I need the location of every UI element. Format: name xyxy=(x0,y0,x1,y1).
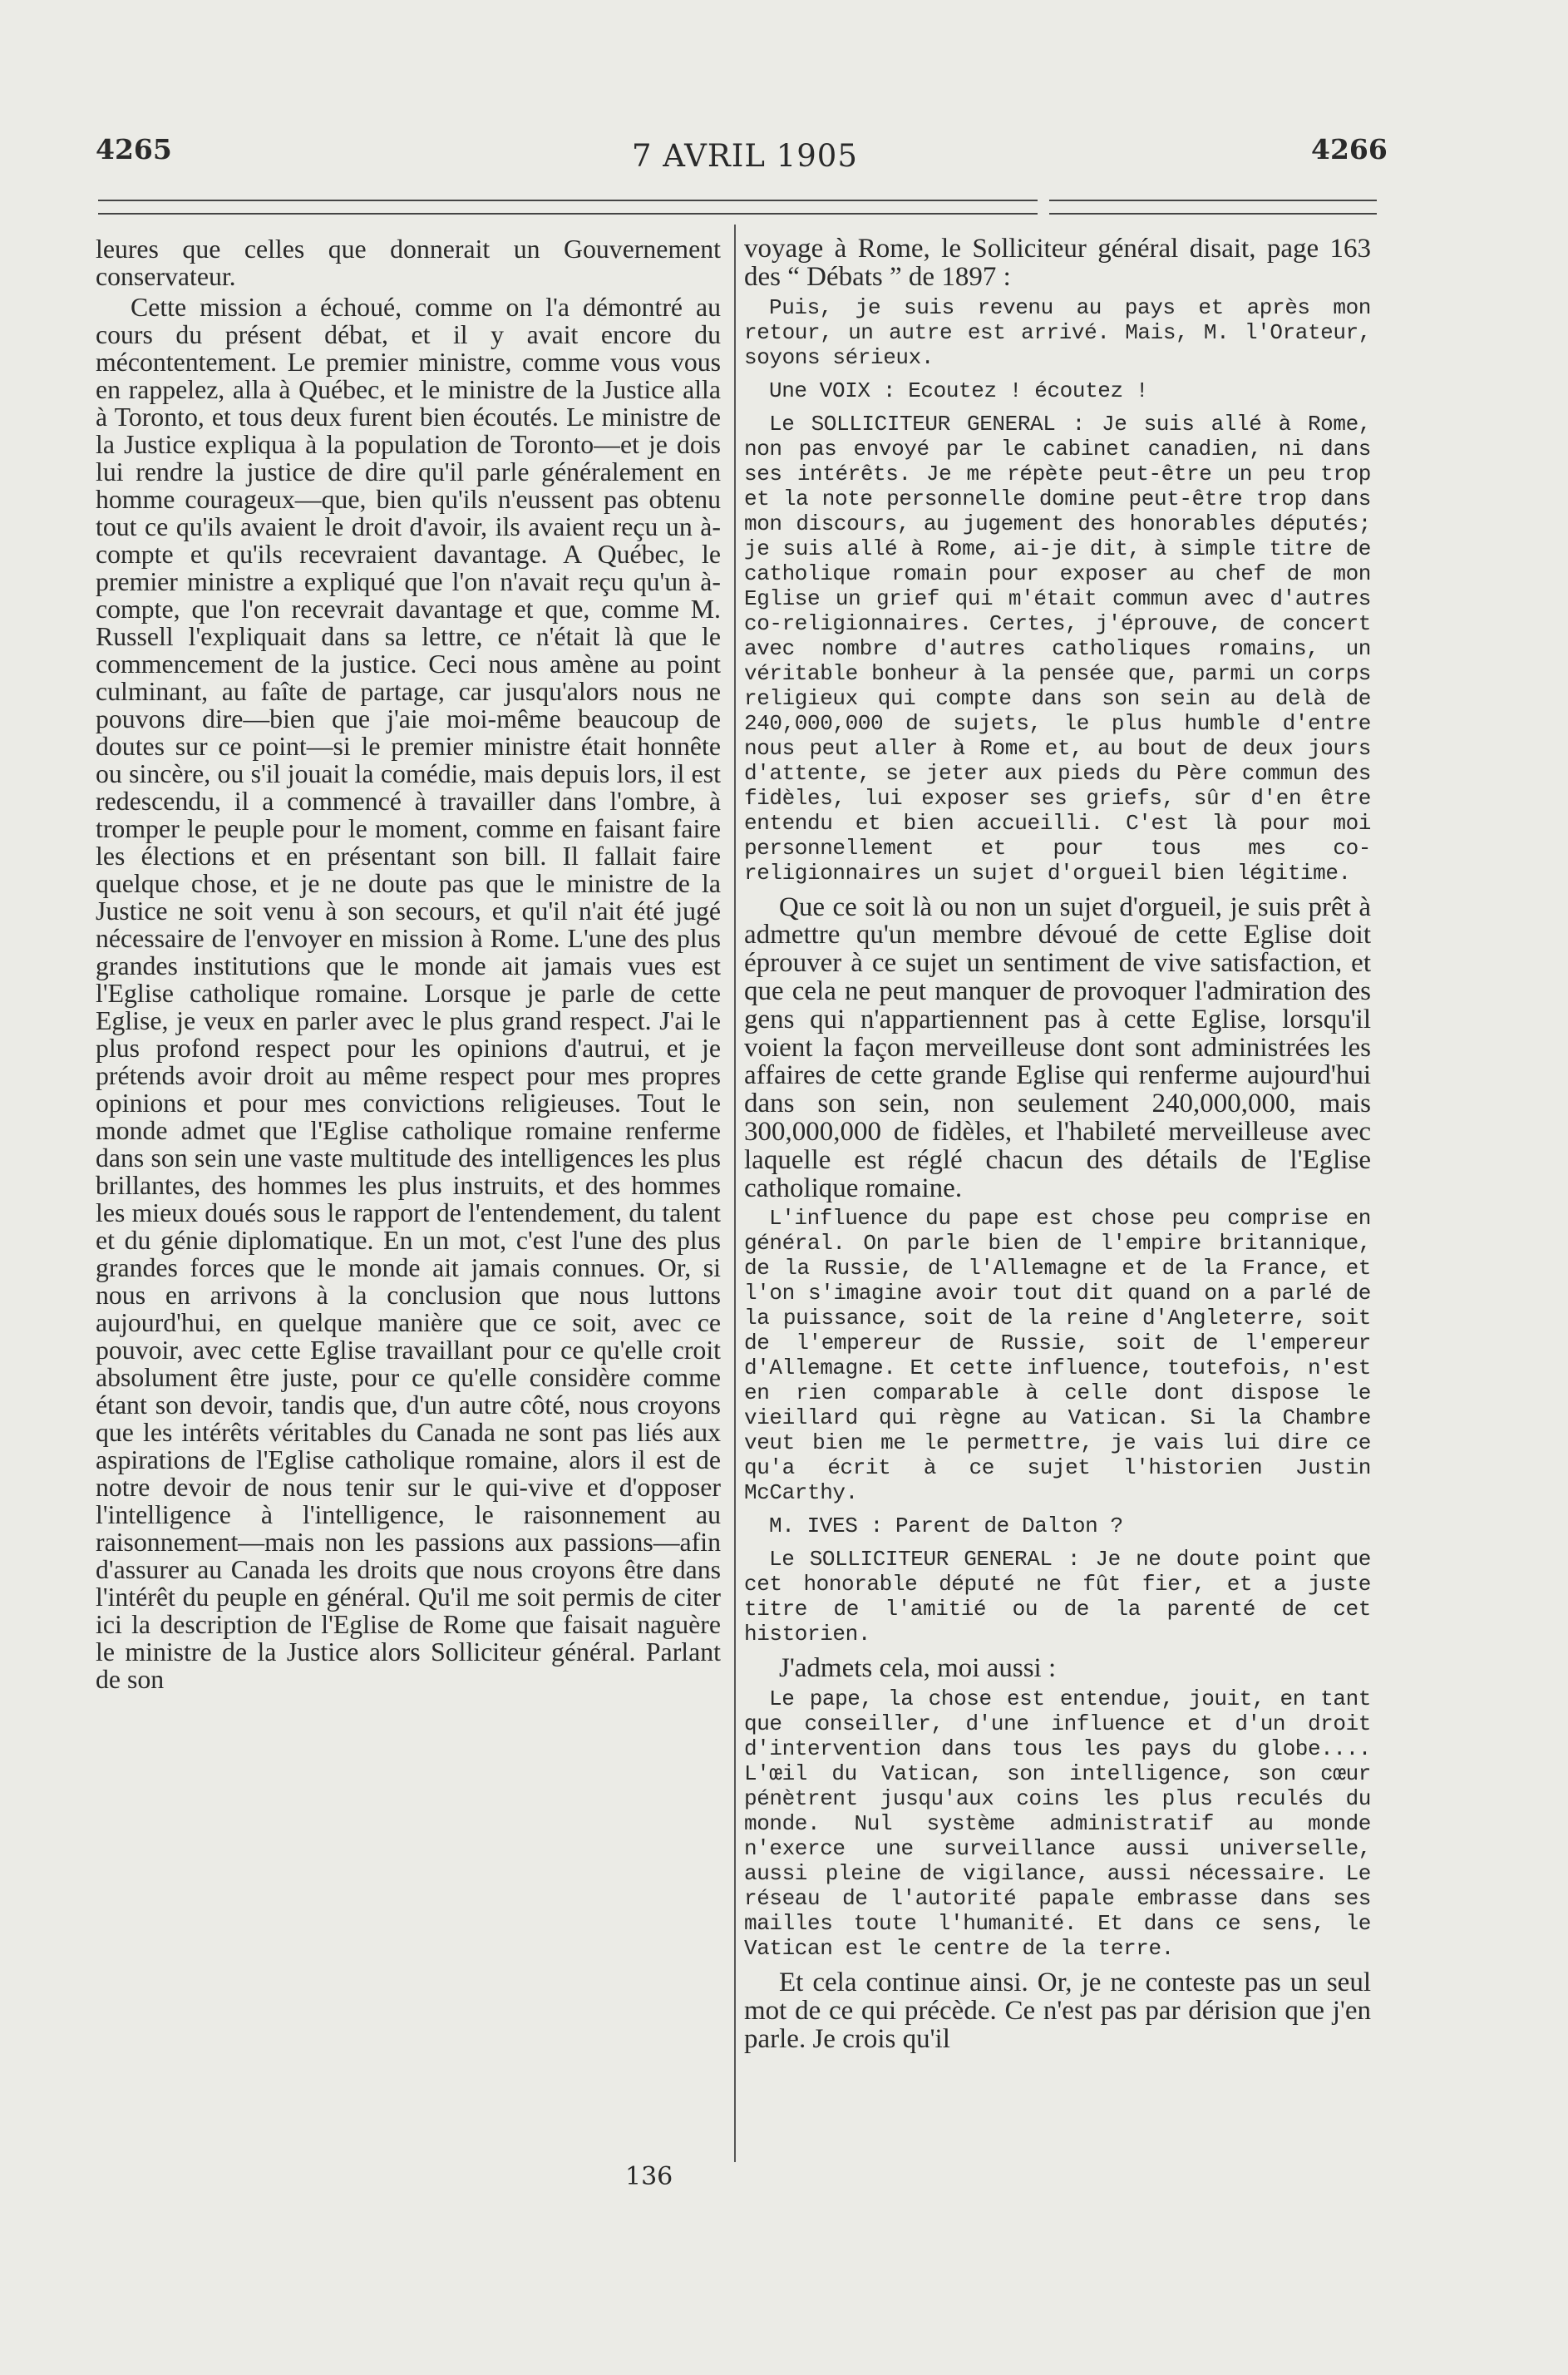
quote-solliciteur-2: Le SOLLICITEUR GENERAL : Je ne doute point que cet honorable député ne fût fier, et a juste titre de l'amitié ou de la parenté de cet historien. xyxy=(744,1547,1371,1647)
quote-influence: L'influence du pape est chose peu comprise en général. On parle bien de l'empire britannique, de la Russie, de l'Allemagne et de la France, et l'on s'imagine avoir tout dit quand on a parlé de la puissance, soit de la reine d'Angleterre, soit de l'empereur de Russie, soit de l'empereur d'Allemagne. Et cette influence, toutefois, n'est en rien comparable à celle dont dispose le vieillard qui règne au Vatican. Si la Chambre veut bien me le permettre, je vais lui dire ce qu'a écrit à ce sujet l'historien Justin McCarthy. xyxy=(744,1206,1371,1506)
interjection-ives: M. IVES : Parent de Dalton ? xyxy=(769,1513,1123,1539)
interjection-voix: Une VOIX : Ecoutez ! écoutez ! xyxy=(769,378,1149,403)
header-rule-left xyxy=(98,200,1038,215)
right-paragraph-1: Que ce soit là ou non un sujet d'orgueil, je suis prêt à admettre qu'un membre dévoué de cette Eglise doit éprouver à ce sujet un sentiment de vive satisfaction, et que cela ne peut manquer de provoquer l'admiration des gens qui n'appartiennent pas à cette Eglise, lorsqu'il voient la façon merveilleuse dont sont administrées les affaires de cette grande Eglise qui renferme aujourd'hui dans son sein, non seulement 240,000,000, mais 300,000,000 de fidèles, et l'habileté merveilleuse avec laquelle est réglé chacun des détails de l'Eglise catholique romaine. xyxy=(744,891,1371,1203)
left-paragraph-1: leures que celles que donnerait un Gouvernement conservateur. xyxy=(96,235,721,291)
column-divider xyxy=(734,225,736,2162)
quote-mccarthy: Le pape, la chose est entendue, jouit, en tant que conseiller, d'une influence et d'un droit d'intervention dans tous les pays du globe.... L'œil du Vatican, son intelligence, son cœur pénètrent jusqu'aux coins les plus reculés du monde. Nul système administratif au monde n'exerce une surveillance aussi universelle, aussi pleine de vigilance, aussi nécessaire. Le réseau de l'autorité papale embrasse dans ses mailles toute l'humanité. Et dans ce sens, le Vatican est le centre de la terre. xyxy=(744,1686,1371,1962)
page-number-right: 4266 xyxy=(1311,133,1388,165)
page-footer-number: 136 xyxy=(625,2162,673,2191)
right-admets: J'admets cela, moi aussi : xyxy=(779,1653,1057,1684)
right-paragraph-2: Et cela continue ainsi. Or, je ne conteste pas un seul mot de ce qui précède. Ce n'est pas par dérision que j'en parle. Je crois qu'il xyxy=(744,1968,1371,2054)
quote-1: Puis, je suis revenu au pays et après mon retour, un autre est arrivé. Mais, M. l'Orateur, soyons sérieux. xyxy=(744,294,1371,370)
quote-solliciteur: Le SOLLICITEUR GENERAL : Je suis allé à Rome, non pas envoyé par le cabinet canadien, ni dans ses intérêts. Je me répète peut-être un peu trop et la note personnelle domine peut-être trop dans mon discours, au jugement des honorables députés; je suis allé à Rome, ai-je dit, à simple titre de catholique romain pour exposer au chef de mon Eglise un grief qui m'était commun avec d'autres co-religionnaires. Certes, j'éprouve, de concert avec nombre d'autres catholiques romains, un véritable bonheur à la pensée que, parmi un corps religieux qui compte dans son sein au delà de 240,000,000 de sujets, le plus humble d'entre nous peut aller à Rome et, au bout de deux jours d'attente, se jeter aux pieds du Père commun des fidèles, lui exposer ses griefs, sûr d'en être entendu et bien accueilli. C'est là pour moi personnellement et pour tous mes co-religionnaires un sujet d'orgueil bien légitime. xyxy=(744,411,1371,886)
right-intro: voyage à Rome, le Solliciteur général disait, page 163 des “ Débats ” de 1897 : xyxy=(744,234,1371,292)
right-column xyxy=(744,235,1371,2057)
header-date: 7 AVRIL 1905 xyxy=(632,138,858,174)
header-rule-right xyxy=(1049,200,1377,215)
left-paragraph-2: Cette mission a échoué, comme on l'a démontré au cours du présent débat, et il y avait encore du mécontentement. Le premier ministre, comme vous vous en rappelez, alla à Québec, et le ministre de la Justice alla à Toronto, et tous deux furent bien écoutés. Le ministre de la Justice expliqua à la population de Toronto—et je dois lui rendre la justice de dire qu'il parle généralement en homme courageux—que, bien qu'ils n'eussent pas obtenu tout ce qu'ils avaient le droit d'avoir, ils avaient reçu un à-compte et qu'ils recevraient davantage. A Québec, le premier ministre a expliqué que l'on n'avait reçu qu'un à-compte, que l'on recevrait davantage et que, comme M. Russell l'expliquait dans sa lettre, ce n'était là que le commencement de la justice. Ceci nous amène au point culminant, au faîte de partage, car jusqu'alors nous ne pouvons dire—bien que j'aie moi-même beaucoup de doutes sur ce point—si le premier ministre était honnête ou sincère, ou s'il jouait la comédie, mais depuis lors, il est redescendu, il a commencé à travailler dans l'ombre, à tromper le peuple pour le moment, comme en faisant faire les élections et en présentant son bill. Il fallait faire quelque chose, et je ne doute pas que le ministre de la Justice ne soit venu à son secours, et qu'il n'ait été jugé nécessaire de l'envoyer en mission à Rome. L'une des plus grandes institutions que le monde ait jamais vues est l'Eglise catholique romaine. Lorsque je parle de cette Eglise, je veux en parler avec le plus grand respect. J'ai le plus profond respect pour les opinions d'autrui, et je prétends avoir droit au même respect pour mes propres opinions et pour mes convictions religieuses. Tout le monde admet que l'Eglise catholique romaine renferme dans son sein une vaste multitude des intelligences les plus brillantes, des hommes les plus instruits, et des hommes les mieux doués sous le rapport de l'entendement, du talent et du génie diplomatique. En un mot, c'est l'une des plus grandes forces que le monde ait jamais connues. Or, si nous en arrivons à la conclusion que nous luttons aujourd'hui, en quelque manière que ce soit, avec ce pouvoir, avec cette Eglise travaillant pour ce qu'elle croit absolument être juste, pour ce qu'elle considère comme étant son devoir, tandis que, d'un autre côté, nous croyons que les intérêts véritables du Canada ne sont pas liés aux aspirations de l'Eglise catholique romaine, alors il est de notre devoir de nous tenir sur le qui-vive et d'opposer l'intelligence à l'intelligence, le raisonnement au raisonnement—mais non les passions aux passions—afin d'assurer au Canada les droits que nous croyons être dans l'intérêt du peuple en général. Qu'il me soit permis de citer ici la description de l'Eglise de Rome que faisait naguère le ministre de la Justice alors Solliciteur général. Parlant de son xyxy=(96,293,721,1694)
left-column xyxy=(96,235,721,1696)
page-number-left: 4265 xyxy=(96,133,172,165)
